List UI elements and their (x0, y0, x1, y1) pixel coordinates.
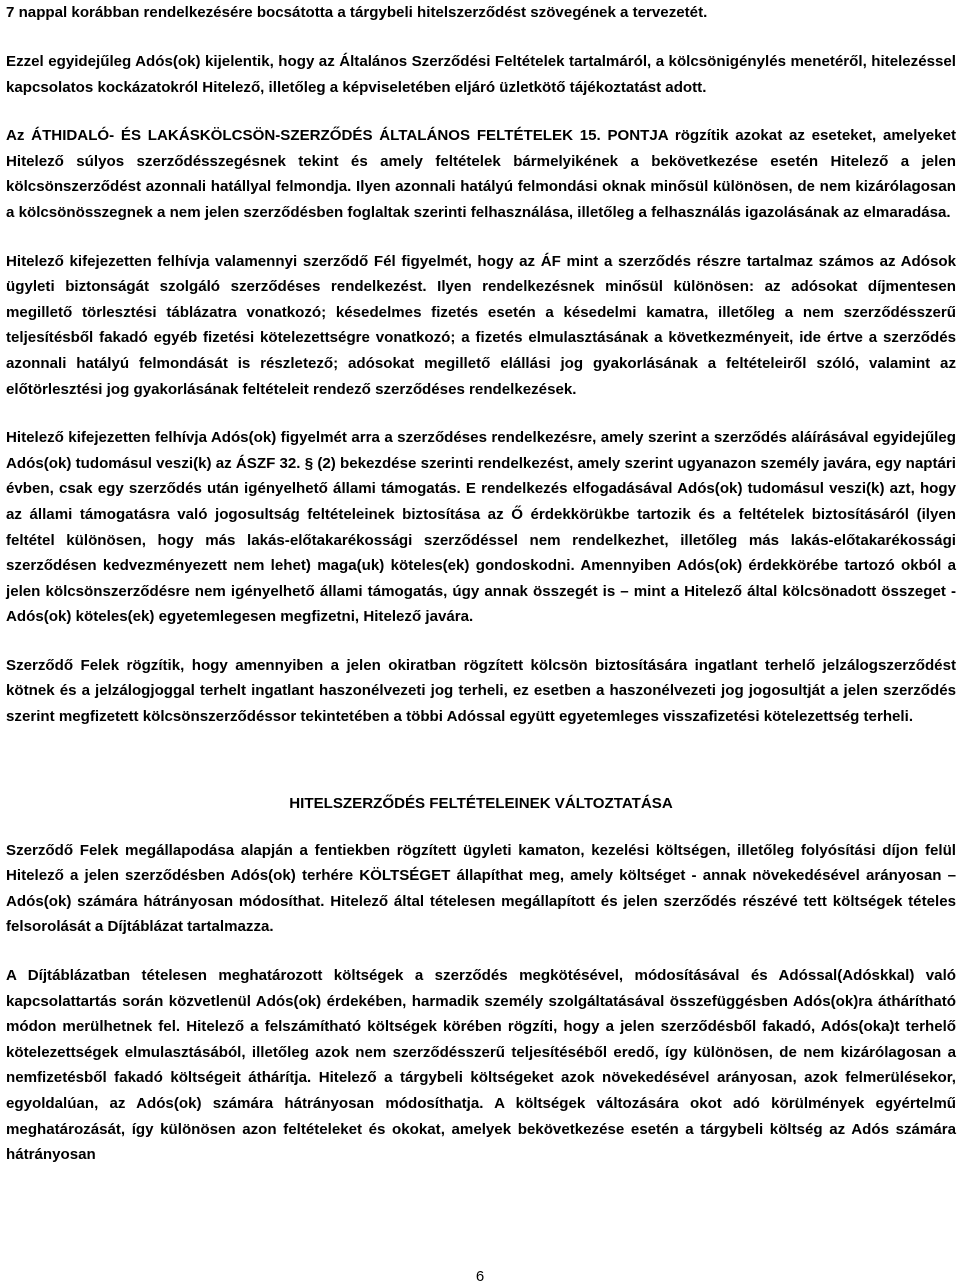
paragraph-safety-provisions: Hitelező kifejezetten felhívja valamennyi szerződő Fél figyelmét, hogy az ÁF mint a szerződés részre tartalmaz számos az Adósok ügyleti biztonságát szolgáló szerződéses rendelkezést. Ilyen rendelkezésnek minősül különösen: az adósokat díjmentesen megillető törlesztési táblázatra vonatkozó; késedelmes fizetés esetén a késedelmi kamatra, illetőleg a nem szerződésszerű teljesítésből fakadó egyéb fizetési kötelezettségre vonatkozó; a fizetés elmulasztásának a következményeit, ide értve a szerződés azonnali hatályú felmondását is részletező; adósokat megillető elállási jog gyakorlásának a feltételeiről szóló, valamint az előtörlesztési jog gyakorlásának feltételeit rendező szerződéses rendelkezések. (6, 252, 956, 398)
section-heading: HITELSZERZŐDÉS FELTÉTELEINEK VÁLTOZTATÁSA (289, 794, 673, 812)
paragraph-fee-table: A Díjtáblázatban tételesen meghatározott költségek a szerződés megkötésével, módosításával és Adóssal(Adóskkal) való kapcsolattartás során közvetlenül Adós(ok) érdekében, harmadik személy szolgáltatásával összefüggésben Adós(ok)ra áthárítható módon merülhetnek fel. Hitelező a felszámítható költségek körében rögzíti, hogy a jelen szerződésből fakadó, Adós(oka)t terhelő kötelezettségek elmulasztásából, illetőleg azok nem szerződésszerű teljesítéséből eredő, így különösen, de nem kizárólagosan a nemfizetésből fakadó költségeit áthárítja. Hitelező a tárgybeli költségeket azok növekedésével arányosan, azok felmerülésekor, egyoldalúan, az Adós(ok) számára hátrányosan módosíthatja. A költségek változására okot adó körülmények egyértelmű meghatározását, így különösen azon feltételeket és okokat, amelyek bekövetkezése esetén a tárgybeli költség az Adós számára hátrányosan (6, 967, 956, 1164)
page-number: 6 (475, 1268, 485, 1285)
paragraph-cost-agreement: Szerződő Felek megállapodása alapján a fentiekben rögzített ügyleti kamaton, kezelési költségen, illetőleg folyósítási díjon felül Hitelező a jelen szerződésben Adós(ok) terhére KÖLTSÉGET állapíthat meg, amely költséget - annak növekedésével arányosan – Adós(ok) számára hátrányosan módosíthat. Hitelező által tételesen megállapított és jelen szerződés részévé tett költségek tételes felsorolását a Díjtáblázat tartalmazza. (6, 841, 956, 936)
paragraph-state-subsidy: Hitelező kifejezetten felhívja Adós(ok) figyelmét arra a szerződéses rendelkezésre, amely szerint a szerződés aláírásával egyidejűleg Adós(ok) tudomásul veszi(k) az ÁSZF 32. § (2) bekezdése szerinti rendelkezést, amely szerint ugyanazon személy javára, egy naptári évben, csak egy szerződés után igényelhető állami támogatás. E rendelkezés elfogadásával Adós(ok) tudomásul veszi(k) azt, hogy az állami támogatásra való jogosultság feltételeinek biztosítása az Ő érdekkörükbe tartozik és a feltételek biztosításáról (ilyen feltétel különösen, hogy más lakás-előtakarékossági szerződéssel nem rendelkezhet, illetőleg más lakás-előtakarékossági szerződésen kedvezményezett nem lehet) maga(uk) köteles(ek) gondoskodni. Amennyiben Adós(ok) érdekkörébe tartozó okból a jelen kölcsönszerződésre nem igényelhető állami támogatás, úgy annak összegét is – mint a Hitelező által kölcsönadott összeget - Adós(ok) köteles(ek) egyetemlegesen megfizetni, Hitelező javára. (6, 429, 956, 626)
document-page (6, 0, 956, 1168)
paragraph-mortgage-usufruct: Szerződő Felek rögzítik, hogy amennyiben a jelen okiratban rögzített kölcsön biztosítására ingatlant terhelő jelzálogszerződést kötnek és a jelzálogjoggal terhelt ingatlant haszonélvezeti jog terheli, ez esetben a haszonélvezeti jog jogosultját a jelen szerződés szerint megfizetett kölcsönszerződéssor tekintetében a többi Adóssal együtt egyetemleges visszafizetési kötelezettség terheli. (6, 656, 956, 726)
paragraph-declaration: Ezzel egyidejűleg Adós(ok) kijelentik, hogy az Általános Szerződési Feltételek tartalmáról, a kölcsönigénylés menetéről, hitelezéssel kapcsolatos kockázatokról Hitelező, illetőleg a képviseletében eljáró üzletkötő tájékoztatást adott. (6, 53, 956, 96)
paragraph-termination-clause: Az ÁTHIDALÓ- ÉS LAKÁSKÖLCSÖN-SZERZŐDÉS ÁLTALÁNOS FELTÉTELEK 15. PONTJA rögzítik azokat az eseteket, amelyeket Hitelező súlyos szerződésszegésnek tekint és amely feltételek bármelyikének a bekövetkezése esetén Hitelező a jelen kölcsönszerződést azonnali hatállyal felmondja. Ilyen azonnali hatályú felmondási oknak minősül különösen, de nem kizárólagosan a kölcsönösszegnek a nem jelen szerződésben foglaltak szerinti felhasználása, illetőleg a felhasználás igazolásának az elmaradása. (6, 127, 956, 221)
paragraph-intro-continuation: 7 nappal korábban rendelkezésére bocsátotta a tárgybeli hitelszerződést szövegének a tervezetét. (6, 4, 708, 21)
